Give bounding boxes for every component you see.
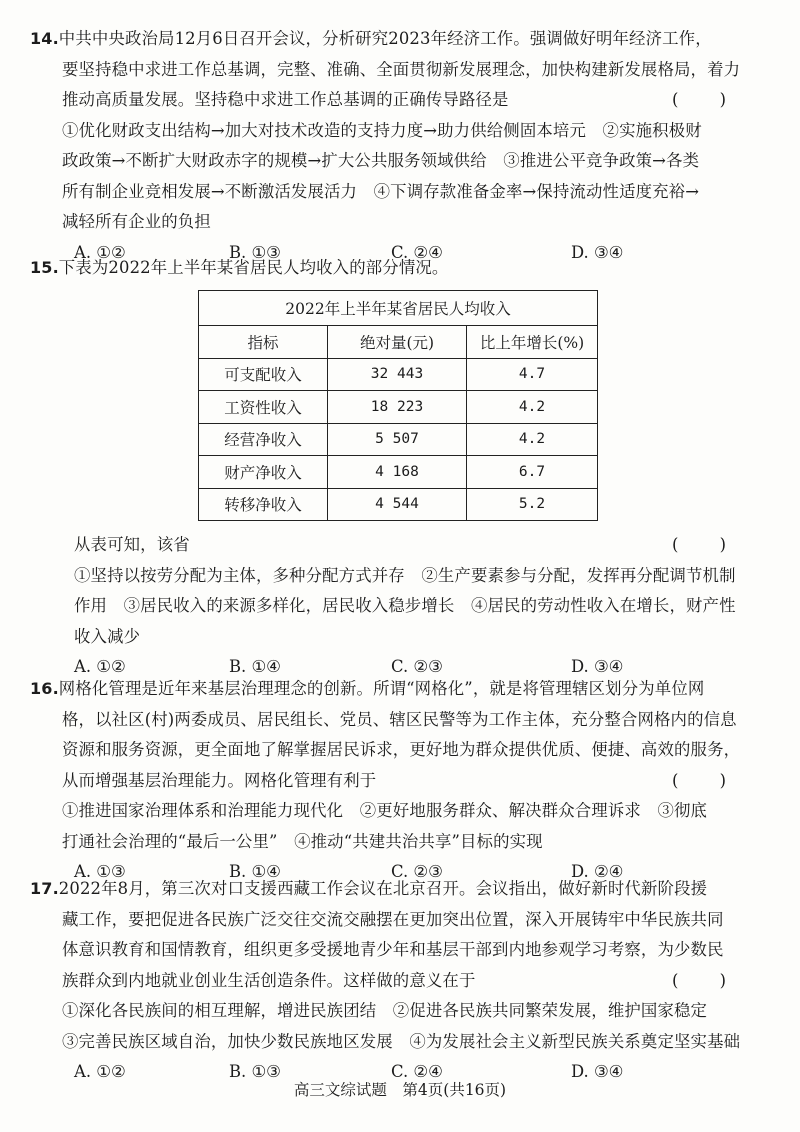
choice-b: B. ①④ [229,862,281,881]
answer-bracket: ( ) [672,970,744,990]
question-14 [30,24,770,268]
option-line: 作用 ③居民收入的来源多样化，居民收入稳步增长 ④居民的劳动性收入在增长，财产性 [74,596,736,615]
question-16 [30,674,770,888]
question-stem-line: 16.网格化管理是近年来基层治理理念的创新。所谓“网格化”，就是将管理辖区划分为单位网 [30,679,705,698]
table-cell: 4 168 [328,456,467,489]
choice-a: A. ①② [74,242,126,262]
question-stem-line: 资源和服务资源，更全面地了解掌握居民诉求，更好地为群众提供优质、便捷、高效的服务， [62,740,741,759]
option-line: 打通社会治理的“最后一公里” ④推动“共建共治共享”目标的实现 [62,831,543,851]
table-header: 绝对量(元) [328,326,467,359]
choice-b: B. ①③ [229,242,281,262]
table-caption: 2022年上半年某省居民人均收入 [199,291,598,326]
table-cell: 财产净收入 [199,456,328,489]
question-stem-line: 体意识教育和国情教育，组织更多受援地青少年和基层干部到内地参观学习考察，为少数民 [62,940,724,959]
question-number: 15. [30,258,59,277]
choice-b: B. ①③ [229,1062,281,1081]
table-cell: 6.7 [467,456,598,489]
choice-d: D. ③④ [571,242,624,262]
choice-c: C. ②④ [391,242,443,262]
table-header-row [199,326,598,359]
table-row [199,488,598,521]
table-cell: 4.7 [467,358,598,391]
table-header: 比上年增长(%) [467,326,598,359]
question-number: 14. [30,29,59,48]
answer-bracket: ( ) [672,770,744,790]
choice-a: A. ①② [74,657,126,676]
table-row [199,391,598,424]
question-15-continued [30,530,770,683]
choice-a: A. ①② [74,1062,126,1081]
question-stem-line: 从而增强基层治理能力。网格化管理有利于 ( ) [30,766,770,797]
option-line: ①坚持以按劳分配为主体，多种分配方式并存 ②生产要素参与分配，发挥再分配调节机制 [74,565,736,585]
question-15 [30,253,770,284]
table-cell: 5 507 [328,423,467,456]
question-stem-line: 推动高质量发展。坚持稳中求进工作总基调的正确传导路径是 ( ) [30,85,770,116]
table-cell: 4 544 [328,488,467,521]
table-header: 指标 [199,326,328,359]
table-cell: 经营净收入 [199,423,328,456]
table-cell: 可支配收入 [199,358,328,391]
option-line: ①优化财政支出结构→加大对技术改造的支持力度→助力供给侧固本培元 ②实施积极财 [62,120,702,140]
choice-d: D. ③④ [571,1062,624,1081]
table-cell: 5.2 [467,488,598,521]
option-line: 政政策→不断扩大财政赤字的规模→扩大公共服务领域供给 ③推进公平竞争政策→各类 [62,151,700,170]
question-stem-line: 17.2022年8月，第三次对口支援西藏工作会议在北京召开。会议指出，做好新时代新阶段援 [30,879,708,898]
option-line: ③完善民族区域自治，加快少数民族地区发展 ④为发展社会主义新型民族关系奠定坚实基础 [62,1031,741,1051]
question-17 [30,874,770,1088]
choice-c: C. ②④ [391,1062,443,1081]
choice-d: D. ③④ [571,657,624,676]
question-stem-line: 族群众到内地就业创业生活创造条件。这样做的意义在于 ( ) [30,966,770,997]
option-line: ①深化各民族间的相互理解，增进民族团结 ②促进各民族共同繁荣发展，维护国家稳定 [62,1001,708,1020]
question-number: 17. [30,879,59,898]
table-cell: 32 443 [328,358,467,391]
choice-c: C. ②③ [391,862,443,881]
option-line: 减轻所有企业的负担 [62,212,211,231]
question-stem-line: 从表可知，该省 ( ) [30,530,770,561]
option-line: 收入减少 [74,626,141,646]
table-cell: 转移净收入 [199,488,328,521]
answer-bracket: ( ) [672,90,744,109]
income-table [198,290,598,521]
question-stem-line: 格，以社区(村)两委成员、居民组长、党员、辖区民警等为工作主体，充分整合网格内的信息 [62,709,737,729]
table-cell: 18 223 [328,391,467,424]
question-stem-line: 藏工作，要把促进各民族广泛交往交流交融摆在更加突出位置，深入开展铸牢中华民族共同 [62,909,724,929]
table-row [199,423,598,456]
page-footer: 高三文综试题 第4页(共16页) [293,1081,507,1099]
question-stem-line: 要坚持稳中求进工作总基调，完整、准确、全面贯彻新发展理念，加快构建新发展格局，着力 [62,59,741,79]
table-cell: 4.2 [467,423,598,456]
question-number: 16. [30,679,59,698]
question-stem-line: 14.中共中央政治局12月6日召开会议，分析研究2023年经济工作。强调做好明年经济工作， [30,29,712,48]
choice-c: C. ②③ [391,657,443,676]
question-stem-line: 15.下表为2022年上半年某省居民人均收入的部分情况。 [30,258,449,277]
table-cell: 4.2 [467,391,598,424]
option-line: ①推进国家治理体系和治理能力现代化 ②更好地服务群众、解决群众合理诉求 ③彻底 [62,801,708,820]
choice-b: B. ①④ [229,657,281,676]
option-line: 所有制企业竞相发展→不断激活发展活力 ④下调存款准备金率→保持流动性适度充裕→ [62,181,700,201]
table-row [199,358,598,391]
choice-d: D. ②④ [571,862,624,881]
answer-bracket: ( ) [672,535,744,554]
choice-a: A. ①③ [74,862,126,881]
table-cell: 工资性收入 [199,391,328,424]
table-row [199,456,598,489]
